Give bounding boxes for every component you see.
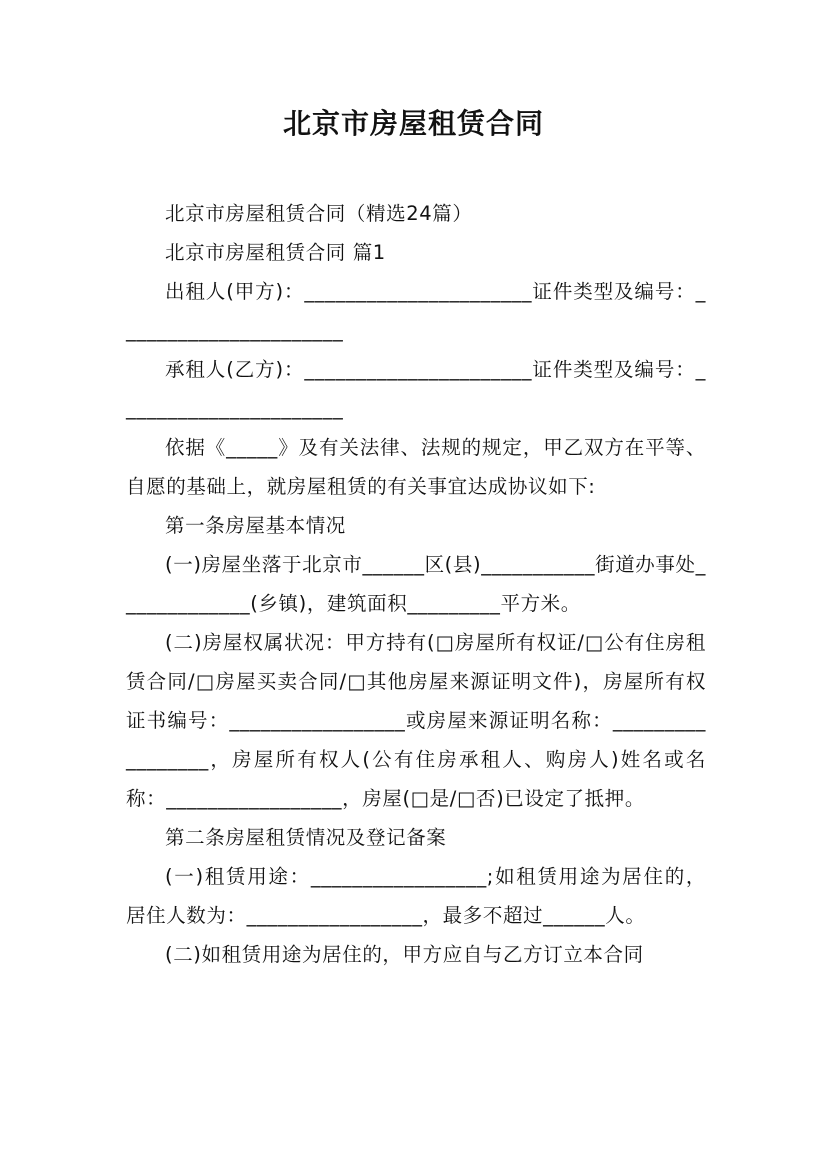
paragraph-section-2-item-1: (一)租赁用途：_________________;如租赁用途为居住的，居住人数为：_________________，最多不超过______人。 <box>126 865 706 927</box>
paragraph-collection-heading: 北京市房屋租赁合同（精选24篇） <box>165 202 473 225</box>
paragraph-section-1-item-2: (二)房屋权属状况：甲方持有(□房屋所有权证/□公有住房租赁合同/□房屋买卖合同/□其他房屋来源证明文件)，房屋所有权证书编号：_________________或房屋来源证明名称：_________________，房屋所有权人(公有住房承租人、购房人)姓名或名称：_________________，房屋(□是/□否)已设定了抵押。 <box>126 631 706 810</box>
paragraph-lessee: 承租人(乙方)：______________________证件类型及编号：______________________ <box>126 358 706 420</box>
paragraph-section-2-heading: 第二条房屋租赁情况及登记备案 <box>165 826 447 849</box>
paragraph-section-1-item-1: (一)房屋坐落于北京市______区(县)___________街道办事处_____________(乡镇)，建筑面积_________平方米。 <box>126 553 706 615</box>
paragraph-article-heading: 北京市房屋租赁合同 篇1 <box>165 241 386 264</box>
paragraph-section-1-heading: 第一条房屋基本情况 <box>165 514 346 537</box>
paragraph-lessor: 出租人(甲方)：______________________证件类型及编号：______________________ <box>126 280 706 342</box>
document-title: 北京市房屋租赁合同 <box>282 107 544 140</box>
paragraph-section-2-item-2: (二)如租赁用途为居住的，甲方应自与乙方订立本合同 <box>165 943 644 966</box>
document-body <box>126 194 706 974</box>
paragraph-basis: 依据《_____》及有关法律、法规的规定，甲乙双方在平等、自愿的基础上，就房屋租赁的有关事宜达成协议如下: <box>126 436 706 498</box>
